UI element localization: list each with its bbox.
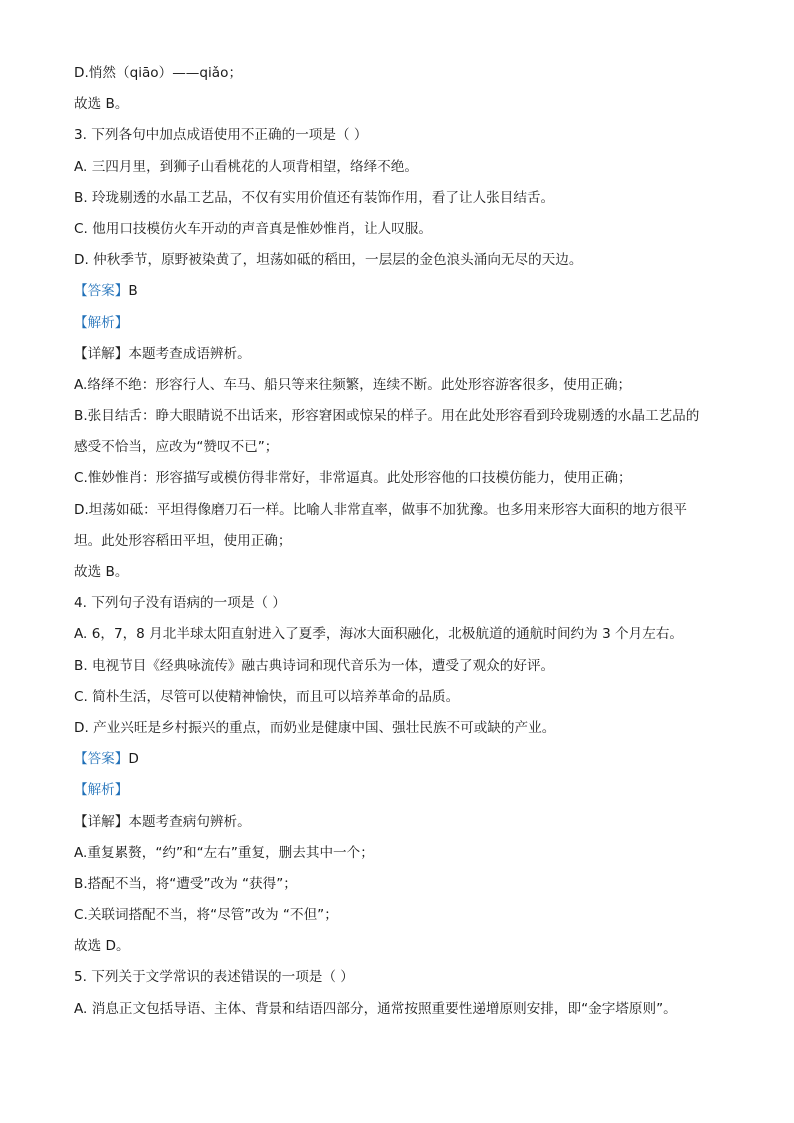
- option-a: A. 三四月里，到狮子山看桃花的人项背相望，络绎不绝。: [74, 158, 418, 175]
- question-stem: 5. 下列关于文学常识的表述错误的一项是（ ）: [74, 969, 354, 986]
- option-c: C. 简朴生活，尽管可以使精神愉快，而且可以培养革命的品质。: [74, 688, 460, 705]
- explanation-line: B.搭配不当，将“遭受”改为 “获得”；: [74, 875, 297, 892]
- answer-tag: 【答案】: [74, 283, 129, 300]
- explanation-line: 坦。此处形容稻田平坦，使用正确；: [74, 532, 292, 549]
- option-d: D. 仲秋季节，原野被染黄了，坦荡如砥的稻田，一层层的金色浪头涌向无尽的天边。: [74, 252, 583, 269]
- detail-tag: 【详解】: [74, 813, 129, 830]
- detail-line: 【详解】本题考查病句辨析。: [74, 813, 251, 830]
- document-page: [74, 58, 724, 1025]
- answer-line: 【答案】B: [74, 283, 138, 300]
- answer-line: 【答案】D: [74, 751, 139, 768]
- explanation-line: 感受不恰当，应改为“赞叹不已”；: [74, 439, 279, 456]
- text-line: D.悄然（qiāo）——qiǎo；: [74, 65, 243, 81]
- answer-tag: 【答案】: [74, 751, 129, 768]
- analysis-tag: 【解析】: [74, 782, 129, 799]
- option-a: A. 消息正文包括导语、主体、背景和结语四部分，通常按照重要性递增原则安排，即“金字塔原则”。: [74, 1000, 677, 1017]
- explanation-line: D.坦荡如砥：平坦得像磨刀石一样。比喻人非常直率，做事不加犹豫。也多用来形容大面积的地方很平: [74, 501, 687, 518]
- analysis-line: [74, 308, 724, 339]
- option-c: C. 他用口技模仿火车开动的声音真是惟妙惟肖，让人叹服。: [74, 220, 432, 237]
- text-line: 故选 B。: [74, 564, 129, 580]
- explanation-line: C.惟妙惟肖：形容描写或模仿得非常好，非常逼真。此处形容他的口技模仿能力，使用正确；: [74, 470, 632, 487]
- option-d: D. 产业兴旺是乡村振兴的重点，而奶业是健康中国、强壮民族不可或缺的产业。: [74, 719, 556, 736]
- explanation-line: C.关联词搭配不当，将“尽管”改为 “不但”；: [74, 907, 338, 924]
- detail-tag: 【详解】: [74, 345, 129, 362]
- analysis-tag: 【解析】: [74, 314, 129, 331]
- explanation-line: A.络绎不绝：形容行人、车马、船只等来往频繁，连续不断。此处形容游客很多，使用正确；: [74, 376, 632, 393]
- question-stem: 4. 下列句子没有语病的一项是（ ）: [74, 595, 286, 612]
- detail-line: 【详解】本题考查成语辨析。: [74, 345, 251, 362]
- option-b: B. 电视节目《经典咏流传》融古典诗词和现代音乐为一体，遭受了观众的好评。: [74, 657, 555, 674]
- text-line: 故选 B。: [74, 96, 129, 113]
- option-a: A. 6，7，8 月北半球太阳直射进入了夏季，海冰大面积融化，北极航道的通航时间约为 3 个月左右。: [74, 626, 684, 643]
- question-stem: 3. 下列各句中加点成语使用不正确的一项是（ ）: [74, 127, 368, 144]
- option-b: B. 玲珑剔透的水晶工艺品，不仅有实用价值还有装饰作用，看了让人张目结舌。: [74, 189, 555, 206]
- text-line: 故选 D。: [74, 938, 130, 955]
- explanation-line: B.张目结舌：睁大眼睛说不出话来，形容窘困或惊呆的样子。用在此处形容看到玲珑剔透的水晶工艺品的: [74, 408, 700, 425]
- analysis-line: [74, 775, 724, 806]
- explanation-line: A.重复累赘，“约”和“左右”重复，删去其中一个；: [74, 844, 374, 861]
